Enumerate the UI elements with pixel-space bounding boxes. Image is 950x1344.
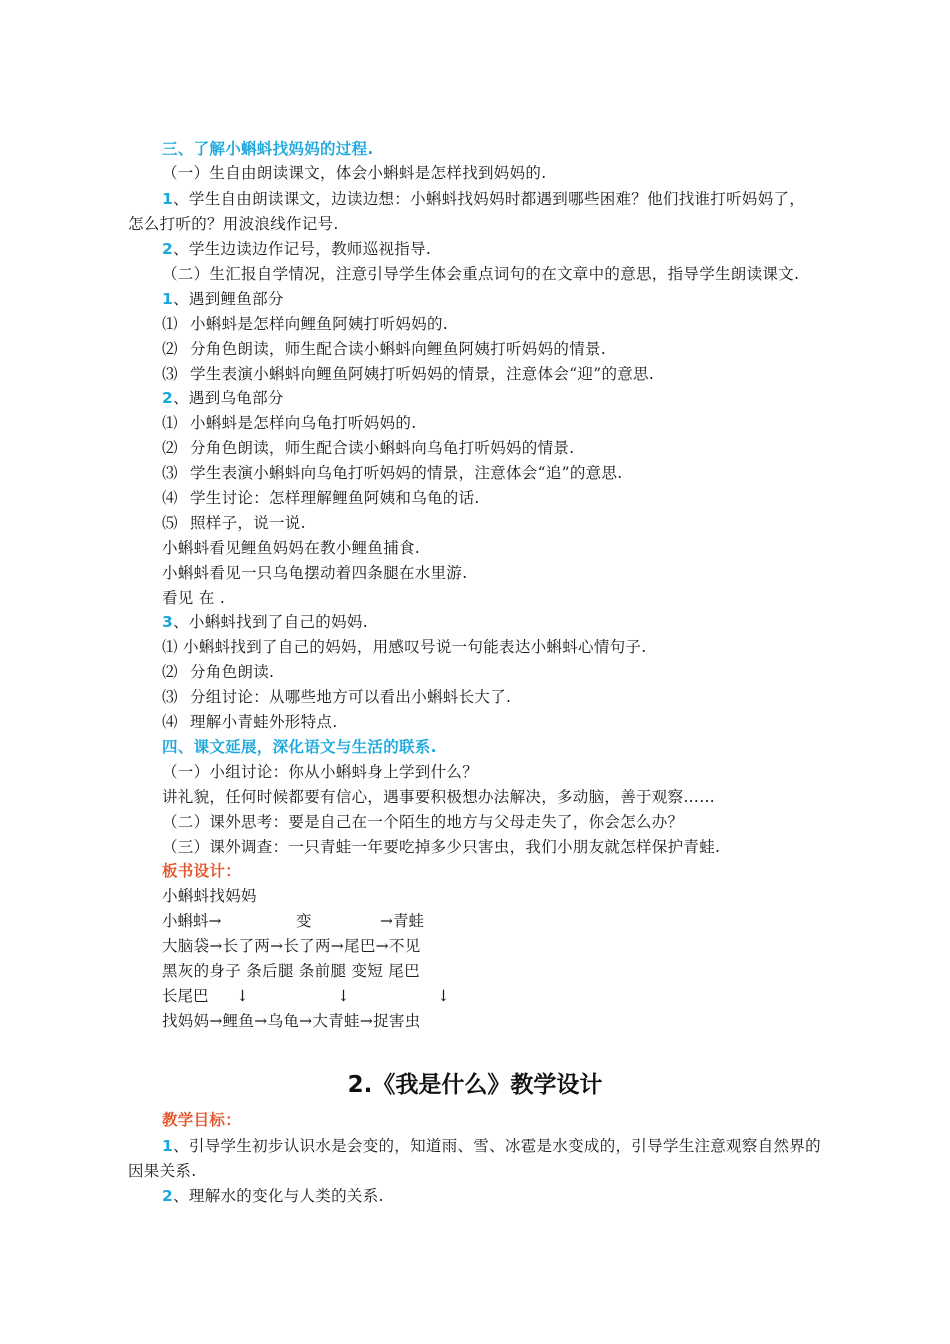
example-sentence: 小蝌蚪看见鲤鱼妈妈在教小鲤鱼捕食.: [162, 539, 421, 557]
section4-p3: （二）课外思考：要是自己在一个陌生的地方与父母走失了，你会怎么办？: [162, 813, 684, 831]
goal-item-1-cont: 因果关系.: [128, 1162, 197, 1180]
list-marker: ⑵: [162, 439, 178, 457]
turtle-heading: [162, 388, 284, 408]
carp-heading: [162, 289, 284, 309]
item-number: 2: [162, 240, 174, 258]
section3-item2: [162, 239, 431, 259]
list-marker: ⑷: [162, 489, 178, 507]
item-text: 、理解水的变化与人类的关系.: [173, 1187, 384, 1205]
item-text: 、遇到鲤鱼部分: [173, 290, 284, 308]
board-label: 板书设计：: [162, 862, 242, 880]
list-item: [162, 513, 306, 533]
section4-p1: （一）小组讨论：你从小蝌蚪身上学到什么？: [162, 763, 479, 781]
section4-p2: 讲礼貌，任何时候都要有信心，遇事要积极想办法解决，多动脑，善于观察……: [162, 788, 716, 806]
board-row1-middle: 变: [296, 912, 312, 930]
list-item: [162, 687, 511, 707]
list-item: [162, 488, 480, 508]
item-text: 、学生边读边作记号，教师巡视指导.: [173, 240, 432, 258]
item-number: 3: [162, 613, 174, 631]
list-item: [162, 413, 416, 433]
section4-p4: （三）课外调查：一只青蛙一年要吃掉多少只害虫，我们小朋友就怎样保护青蛙.: [162, 838, 721, 856]
item-text: 、小蝌蚪找到了自己的妈妈.: [173, 613, 368, 631]
list-text: 理解小青蛙外形特点.: [190, 713, 338, 731]
list-item: [162, 662, 274, 682]
board-row1-start: 小蝌蚪→: [162, 912, 222, 930]
list-item: [162, 314, 448, 334]
list-text: 学生表演小蝌蚪向鲤鱼阿姨打听妈妈的情景，注意体会“迎”的意思.: [190, 365, 655, 383]
list-text: 小蝌蚪是怎样向乌龟打听妈妈的.: [190, 414, 417, 432]
list-item: [162, 438, 574, 458]
board-row5: 找妈妈→鲤鱼→乌龟→大青蛙→捉害虫: [162, 1012, 421, 1030]
list-item: [162, 339, 606, 359]
section3-item1: [162, 189, 805, 209]
down-arrow-icon: ↓: [236, 987, 249, 1005]
found-heading: [162, 612, 368, 632]
section3-part1: （一）生自由朗读课文，体会小蝌蚪是怎样找到妈妈的.: [162, 164, 547, 182]
list-text: 学生讨论：怎样理解鲤鱼阿姨和乌龟的话.: [190, 489, 480, 507]
board-title: 小蝌蚪找妈妈: [162, 887, 257, 905]
example-sentence: 看见 在 .: [162, 589, 226, 607]
board-row2: 大脑袋→长了两→长了两→尾巴→不见: [162, 937, 421, 955]
goal-item-2: [162, 1186, 384, 1206]
item-text: 、遇到乌龟部分: [173, 389, 284, 407]
list-marker: ⑸: [162, 514, 178, 532]
board-row1-end: →青蛙: [380, 912, 424, 930]
list-item: [162, 712, 337, 732]
list-item: [162, 364, 654, 384]
item-text: 、引导学生初步认识水是会变的，知道雨、雪、冰雹是水变成的，引导学生注意观察自然界的: [173, 1137, 821, 1155]
list-text: 分角色朗读，师生配合读小蝌蚪向乌龟打听妈妈的情景.: [190, 439, 575, 457]
down-arrow-icon: ↓: [337, 987, 350, 1005]
list-marker: ⑶: [162, 464, 178, 482]
section3-heading: 三、了解小蝌蚪找妈妈的过程.: [162, 140, 374, 158]
list-marker: ⑵: [162, 663, 178, 681]
list-marker: ⑷: [162, 713, 178, 731]
item-text: 、学生自由朗读课文，边读边想：小蝌蚪找妈妈时都遇到哪些困难？他们找谁打听妈妈了，: [173, 190, 806, 208]
list-marker: ⑴: [162, 315, 178, 333]
section3-part2: （二）生汇报自学情况，注意引导学生体会重点词句的在文章中的意思，指导学生朗读课文.: [162, 265, 800, 283]
list-marker: ⑵: [162, 340, 178, 358]
item-number: 2: [162, 389, 174, 407]
board-row3: 黑灰的身子 条后腿 条前腿 变短 尾巴: [162, 962, 420, 980]
list-text: 学生表演小蝌蚪向乌龟打听妈妈的情景，注意体会“追”的意思.: [190, 464, 623, 482]
list-text: 小蝌蚪是怎样向鲤鱼阿姨打听妈妈的.: [190, 315, 449, 333]
item-number: 2: [162, 1187, 174, 1205]
lesson2-title: 2.《我是什么》教学设计: [347, 1072, 603, 1098]
list-item: ⑴ 小蝌蚪找到了自己的妈妈，用感叹号说一句能表达小蝌蚪心情句子.: [162, 638, 647, 656]
item-number: 1: [162, 290, 174, 308]
section4-heading: 四、课文延展，深化语文与生活的联系.: [162, 738, 437, 756]
list-marker: ⑶: [162, 688, 178, 706]
list-marker: ⑴: [162, 414, 178, 432]
example-sentence: 小蝌蚪看见一只乌龟摆动着四条腿在水里游.: [162, 564, 468, 582]
item-number: 1: [162, 1137, 174, 1155]
list-text: 照样子，说一说.: [190, 514, 306, 532]
down-arrow-icon: ↓: [437, 987, 450, 1005]
goal-item-1: [162, 1136, 821, 1156]
goal-label: 教学目标：: [162, 1111, 242, 1129]
list-text: 分组讨论：从哪些地方可以看出小蝌蚪长大了.: [190, 688, 512, 706]
list-text: 分角色朗读.: [190, 663, 275, 681]
list-text: 分角色朗读，师生配合读小蝌蚪向鲤鱼阿姨打听妈妈的情景.: [190, 340, 607, 358]
section3-item1-cont: 怎么打听的？用波浪线作记号.: [128, 215, 339, 233]
list-marker: ⑶: [162, 365, 178, 383]
list-item: [162, 463, 622, 483]
board-row4-label: 长尾巴: [162, 987, 209, 1005]
item-number: 1: [162, 190, 174, 208]
